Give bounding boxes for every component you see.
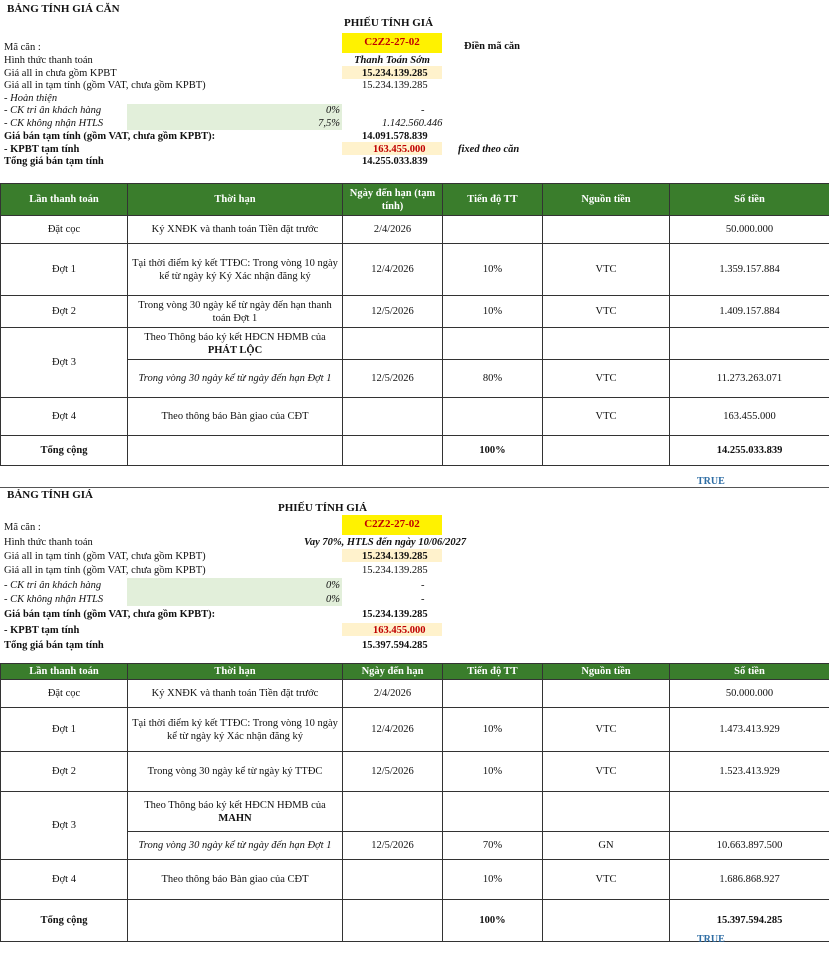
info-value: 15.234.139.285: [362, 80, 428, 91]
cell-term: [128, 900, 343, 942]
info-value: 1.142.560.446: [382, 118, 443, 129]
info-value: 163.455.000: [373, 625, 426, 636]
check-flag: TRUE: [697, 934, 725, 945]
info-label: Giá all in tạm tính (gồm VAT, chưa gồm KPBT): [4, 80, 206, 91]
cell-due-date: [343, 900, 443, 942]
info-value: 14.255.033.839: [362, 156, 428, 167]
info-value: 15.234.139.285: [362, 551, 428, 562]
column-header: Lần thanh toán: [1, 184, 128, 216]
developer-name: MAHN: [218, 812, 252, 824]
payment-schedule-table: [0, 663, 829, 942]
info-note: fixed theo căn: [458, 144, 520, 155]
info-label: Giá all in chưa gồm KPBT: [4, 68, 117, 79]
cell-due-date: [343, 860, 443, 900]
info-label: Giá bán tạm tính (gồm VAT, chưa gồm KPBT):: [4, 609, 216, 620]
cell-term: Ký XNĐK và thanh toán Tiền đặt trước: [128, 680, 343, 708]
price-sheet-2: [0, 487, 829, 960]
table-row: [1, 752, 829, 792]
info-label: - CK tri ân khách hàng: [4, 580, 102, 591]
cell-progress: 10%: [443, 244, 543, 296]
cell-amount: 1.523.413.929: [670, 752, 829, 792]
cell-term: Trong vòng 30 ngày kể từ ngày đến hạn Đợt 1: [128, 832, 343, 860]
cell-progress: 10%: [443, 708, 543, 752]
info-label: - CK không nhận HTLS: [4, 594, 104, 605]
cell-due-date: [343, 398, 443, 436]
cell-due-date: 12/5/2026: [343, 296, 443, 328]
cell-source: VTC: [543, 708, 670, 752]
table-header-row: [1, 184, 829, 216]
info-label: - KPBT tạm tính: [4, 144, 80, 155]
cell-amount: 10.663.897.500: [670, 832, 829, 860]
discount-pct: 7,5%: [318, 118, 340, 129]
cell-source: VTC: [543, 360, 670, 398]
cell-term: [128, 328, 343, 360]
cell-amount: 163.455.000: [670, 398, 829, 436]
table-row: [1, 792, 829, 832]
cell-due-date: 2/4/2026: [343, 216, 443, 244]
cell-installment: Đợt 3: [1, 792, 128, 860]
sheet-title: BẢNG TÍNH GIÁ: [7, 489, 93, 501]
cell-progress: 10%: [443, 752, 543, 792]
cell-due-date: 12/4/2026: [343, 708, 443, 752]
info-value: 14.091.578.839: [362, 131, 428, 142]
info-value: -: [421, 105, 425, 116]
info-label: Tổng giá bán tạm tính: [4, 156, 104, 167]
cell-amount: 50.000.000: [670, 216, 829, 244]
cell-due-date: 12/4/2026: [343, 244, 443, 296]
info-value: 163.455.000: [373, 144, 426, 155]
code-note: Điền mã căn: [464, 41, 520, 52]
info-value: Vay 70%, HTLS đến ngày 10/06/2027: [304, 537, 467, 548]
column-header: Ngày đến hạn (tạm tính): [343, 184, 443, 216]
column-header: Thời hạn: [128, 184, 343, 216]
cell-progress: 10%: [443, 860, 543, 900]
info-label: Hình thức thanh toán: [4, 55, 93, 66]
info-value: -: [421, 580, 425, 591]
cell-term: [128, 436, 343, 466]
column-header: Thời hạn: [128, 664, 343, 680]
cell-source: [543, 436, 670, 466]
table-total-row: [1, 436, 829, 466]
code-label: Mã căn :: [4, 42, 41, 53]
cell-progress: 100%: [443, 436, 543, 466]
cell-amount: 1.686.868.927: [670, 860, 829, 900]
cell-amount: 14.255.033.839: [670, 436, 829, 466]
info-value: 15.234.139.285: [362, 565, 428, 576]
cell-term: Theo thông báo Bàn giao của CĐT: [128, 398, 343, 436]
cell-installment: Đợt 2: [1, 752, 128, 792]
cell-amount: 11.273.263.071: [670, 360, 829, 398]
cell-installment: Đặt cọc: [1, 216, 128, 244]
cell-installment: Đặt cọc: [1, 680, 128, 708]
cell-source: VTC: [543, 398, 670, 436]
cell-due-date: 12/5/2026: [343, 752, 443, 792]
cell-source: VTC: [543, 752, 670, 792]
cell-term: Trong vòng 30 ngày kể từ ngày đến hạn thanh toán Đợt 1: [128, 296, 343, 328]
cell-installment: Đợt 4: [1, 398, 128, 436]
apartment-code: C2Z2-27-02: [364, 36, 420, 48]
cell-amount: 1.409.157.884: [670, 296, 829, 328]
column-header: Số tiền: [670, 184, 829, 216]
cell-installment: Tổng cộng: [1, 900, 128, 942]
info-value: Thanh Toán Sớm: [354, 55, 430, 66]
cell-progress: [443, 398, 543, 436]
info-label: Hình thức thanh toán: [4, 537, 93, 548]
table-header-row: [1, 664, 829, 680]
table-row: [1, 398, 829, 436]
sheet-subtitle: PHIẾU TÍNH GIÁ: [278, 502, 368, 514]
discount-pct: 0%: [326, 105, 340, 116]
column-header: Nguồn tiền: [543, 664, 670, 680]
cell-source: VTC: [543, 860, 670, 900]
check-flag: TRUE: [697, 476, 725, 487]
column-header: Nguồn tiền: [543, 184, 670, 216]
cell-source: [543, 680, 670, 708]
cell-progress: [443, 216, 543, 244]
table-row: [1, 708, 829, 752]
cell-source: VTC: [543, 296, 670, 328]
term-text: Theo Thông báo ký kết HĐCN HĐMB của: [144, 799, 326, 811]
cell-installment: Đợt 2: [1, 296, 128, 328]
table-row: [1, 328, 829, 360]
column-header: Số tiền: [670, 664, 829, 680]
cell-term: Theo thông báo Bàn giao của CĐT: [128, 860, 343, 900]
info-label: Tổng giá bán tạm tính: [4, 640, 104, 651]
cell-progress: 100%: [443, 900, 543, 942]
cell-progress: 80%: [443, 360, 543, 398]
term-text: Theo Thông báo ký kết HĐCN HĐMB của: [144, 331, 326, 343]
cell-term: Ký XNĐK và thanh toán Tiền đặt trước: [128, 216, 343, 244]
cell-term: Tại thời điểm ký kết TTĐC: Trong vòng 10 ngày kể từ ngày ký Xác nhận đăng ký: [128, 708, 343, 752]
info-label: - CK tri ân khách hàng: [4, 105, 102, 116]
info-value: 15.234.139.285: [362, 609, 428, 620]
cell-term: Trong vòng 30 ngày kể từ ngày ký TTĐC: [128, 752, 343, 792]
cell-due-date: 2/4/2026: [343, 680, 443, 708]
cell-installment: Tổng cộng: [1, 436, 128, 466]
cell-source: [543, 900, 670, 942]
cell-source: VTC: [543, 244, 670, 296]
developer-name: PHÁT LỘC: [207, 344, 263, 356]
info-value: 15.397.594.285: [362, 640, 428, 651]
sheet-subtitle: PHIẾU TÍNH GIÁ: [344, 17, 434, 29]
cell-installment: Đợt 3: [1, 328, 128, 398]
apartment-code: C2Z2-27-02: [364, 518, 420, 530]
cell-progress: 70%: [443, 832, 543, 860]
cell-progress: [443, 680, 543, 708]
column-header: Ngày đến hạn: [343, 664, 443, 680]
cell-amount: 1.473.413.929: [670, 708, 829, 752]
column-header: Tiến độ TT: [443, 184, 543, 216]
cell-amount: 1.359.157.884: [670, 244, 829, 296]
cell-term: Trong vòng 30 ngày kể từ ngày đến hạn Đợt 1: [128, 360, 343, 398]
table-row: [1, 296, 829, 328]
cell-term: Tại thời điểm ký kết TTĐC: Trong vòng 10 ngày kể từ ngày ký Ký Xác nhận đăng ký: [128, 244, 343, 296]
table-row: [1, 680, 829, 708]
code-label: Mã căn :: [4, 522, 41, 533]
cell-source: GN: [543, 832, 670, 860]
info-value: -: [421, 594, 425, 605]
table-row: [1, 860, 829, 900]
info-label: - Hoàn thiện: [4, 93, 58, 104]
sheet-title: BẢNG TÍNH GIÁ CĂN: [7, 3, 120, 15]
cell-amount: 15.397.594.285: [670, 900, 829, 942]
cell-due-date: [343, 436, 443, 466]
info-label: - CK không nhận HTLS: [4, 118, 104, 129]
cell-progress: 10%: [443, 296, 543, 328]
cell-installment: Đợt 1: [1, 708, 128, 752]
cell-amount: 50.000.000: [670, 680, 829, 708]
cell-installment: Đợt 4: [1, 860, 128, 900]
cell-installment: Đợt 1: [1, 244, 128, 296]
cell-source: [543, 216, 670, 244]
cell-due-date: 12/5/2026: [343, 832, 443, 860]
info-label: Giá all in tạm tính (gồm VAT, chưa gồm KPBT): [4, 551, 206, 562]
info-value: 15.234.139.285: [362, 68, 428, 79]
table-row: [1, 244, 829, 296]
discount-pct: 0%: [326, 594, 340, 605]
info-label: Giá bán tạm tính (gồm VAT, chưa gồm KPBT):: [4, 131, 216, 142]
discount-pct: 0%: [326, 580, 340, 591]
payment-schedule-table: [0, 183, 829, 466]
column-header: Lần thanh toán: [1, 664, 128, 680]
column-header: Tiến độ TT: [443, 664, 543, 680]
table-row: [1, 216, 829, 244]
cell-due-date: 12/5/2026: [343, 360, 443, 398]
cell-term: [128, 792, 343, 832]
info-label: Giá all in tạm tính (gồm VAT, chưa gồm KPBT): [4, 565, 206, 576]
info-label: - KPBT tạm tính: [4, 625, 80, 636]
